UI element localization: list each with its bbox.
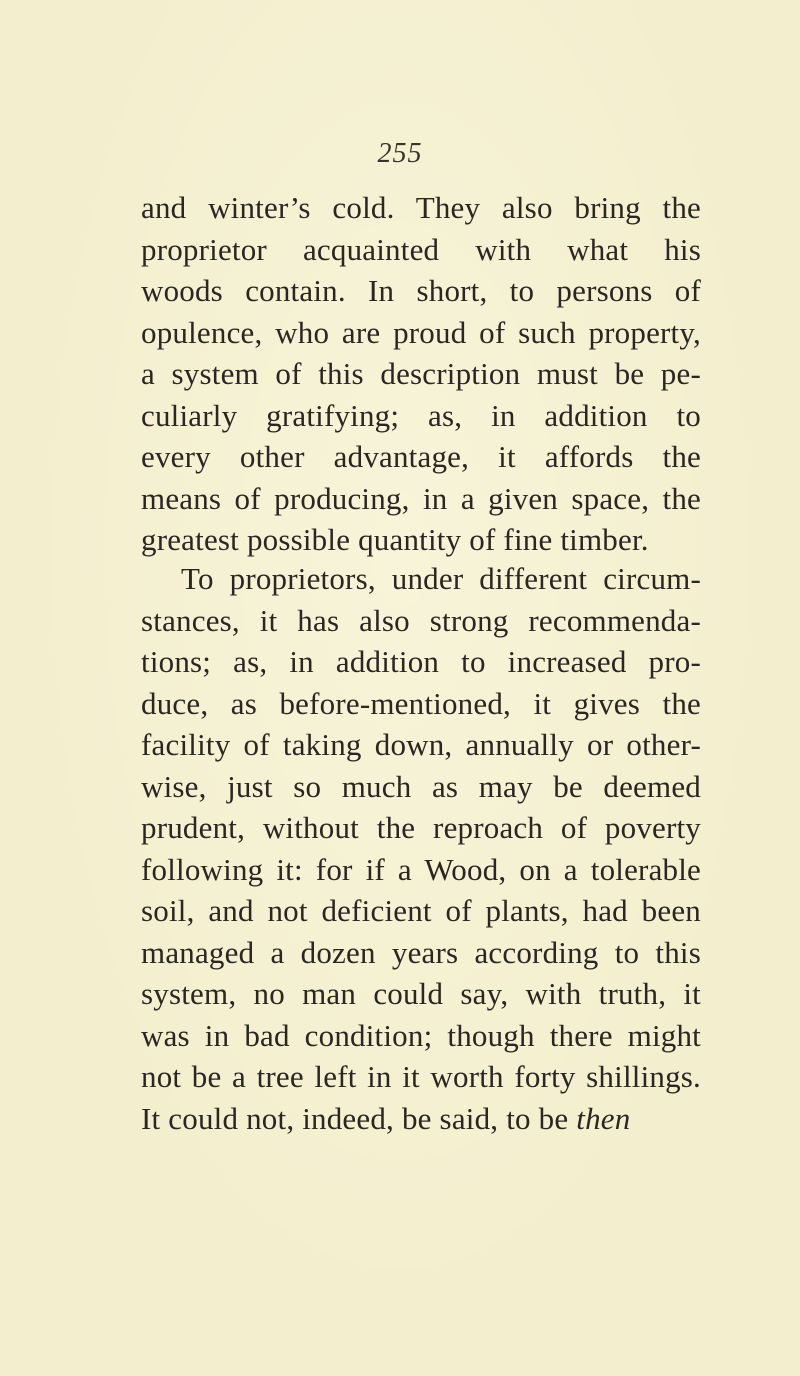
text-line: woods contain. In short, to persons of [141,273,701,308]
text-line: a system of this description must be pe- [141,356,701,391]
page-number: 255 [377,138,423,169]
text-line: stances, it has also strong recommenda- [141,602,701,638]
text-line: was in bad condition; though there might [141,1017,701,1053]
paragraph-1 [141,187,701,561]
text-line: duce, as before-mentioned, it gives the [141,685,701,721]
text-line: opulence, who are proud of such property, [141,314,701,350]
text-line: managed a dozen years according to this [141,934,701,970]
text-line: tions; as, in addition to increased pro- [141,644,701,679]
text-line: and winter’s cold. They also bring the [141,190,701,225]
text-line: not be a tree left in it worth forty shillings. [141,1059,701,1094]
text-line: facility of taking down, annually or other- [141,727,701,762]
text-line-final [141,1098,701,1140]
text-line: following it: for if a Wood, on a tolerable [141,851,701,887]
text-line: means of producing, in a given space, the [141,480,701,516]
text-line: To proprietors, under different circum- [181,561,701,596]
text-line: greatest possible quantity of fine timber. [141,522,649,557]
text-line: system, no man could say, with truth, it [141,976,701,1011]
catchword: then [576,1100,631,1136]
paragraph-2 [141,558,701,1139]
text-line: wise, just so much as may be deemed [141,768,701,804]
text-line-final-main: It could not, indeed, be said, to be [141,1100,569,1136]
text-line: culiarly gratifying; as, in addition to [141,397,701,433]
text-line: prudent, without the reproach of poverty [141,810,701,845]
text-line: every other advantage, it affords the [141,439,701,474]
text-line: proprietor acquainted with what his [141,231,701,267]
text-line: soil, and not deficient of plants, had been [141,893,701,928]
